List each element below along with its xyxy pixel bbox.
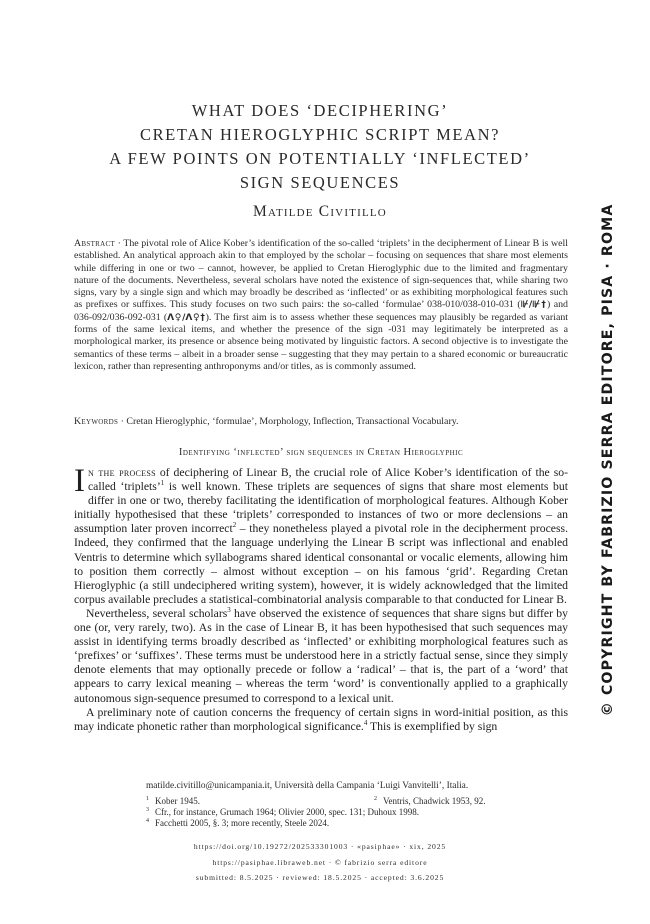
keywords-label: Keywords xyxy=(74,416,119,427)
paragraph-text: Nevertheless, several scholars xyxy=(86,606,228,620)
footnote-number: 1 xyxy=(146,796,149,802)
footnote-ref[interactable]: 1 xyxy=(160,479,165,488)
doi-link[interactable]: https://doi.org/10.19272/202533301003 · «pasiphae» · xix, 2025 xyxy=(193,842,447,851)
footnote-text: Facchetti 2005, §. 3; more recently, Steele 2024. xyxy=(155,818,330,828)
paragraph xyxy=(74,706,568,734)
paragraph-text: A preliminary note of caution concerns the frequency of certain signs in word-initial position, as this may indicate phonetic rather than morphological significance. xyxy=(74,705,568,733)
paragraph xyxy=(74,463,568,607)
abstract-text: The pivotal role of Alice Kober’s identification of the so-called ‘triplets’ in the decipherment of Linear B is well established. An analytical approach akin to that employed by the scholar – focusing on sequences that share most elements while differing in one or two – cannot, however, be applied to Cretan Hieroglyphic due to the limited and fragmentary nature of the documents. Nevertheless, several scholars have noted the existence of sign-sequences that, while sharing two signs, vary by a single sign and which may broadly be described as ‘inflected’ or as exhibiting morphological features such as prefixes or suffixes. This study focuses on two such pairs: the so-called ‘formulae’ 038-010/038-010-031 ( xyxy=(74,238,568,311)
hieroglyph-sequence-a: ⊮/⊮† xyxy=(520,300,547,311)
hieroglyph-sequence-b: Λ♀/Λ♀† xyxy=(167,312,206,323)
abstract-text-2: ) and 036-092/036-092-031 ( xyxy=(74,299,568,323)
abstract xyxy=(74,238,568,373)
footnote-number: 2 xyxy=(374,796,377,802)
footnote-text: Cfr., for instance, Grumach 1964; Olivier 2000, spec. 131; Duhoux 1998. xyxy=(155,807,419,817)
journal-site-link[interactable]: https://pasiphae.libraweb.net · © fabrizio serra editore xyxy=(212,858,428,867)
footnote-ref[interactable]: 2 xyxy=(232,521,237,530)
title-line: WHAT DOES ‘DECIPHERING’ xyxy=(191,101,449,120)
article-body xyxy=(74,463,568,734)
footnote-number: 4 xyxy=(146,818,149,824)
footnote-number: 3 xyxy=(146,807,149,813)
footnote xyxy=(374,796,486,807)
drop-cap: I xyxy=(74,463,85,499)
paragraph-text: have observed the existence of sequences that share signs but differ by one (or, very rarely, two). As in the case of Linear B, it has been hypothesised that such sequences may assist in identifying terms broadly described as ‘inflected’ or exhibiting morphological features such as ‘prefixes’ or ‘suffixes’. These terms must be understood here in a strictly factual sense, since they simply denote elements that may optionally precede or follow a ‘radical’ – that is, the part of a ‘word’ that appears to carry lexical meaning – whereas the term ‘word’ is conventionally applied to a graphically autonomous sign-sequence presumed to correspond to a lexical unit. xyxy=(74,606,568,705)
copyright-text: © COPYRIGHT BY FABRIZIO SERRA EDITORE, PISA · ROMA xyxy=(599,203,616,716)
author-name: Matilde Civitillo xyxy=(253,203,387,220)
footnote-text: Ventris, Chadwick 1953, 92. xyxy=(383,796,486,806)
paragraph-text: – they nonetheless played a pivotal role in the decipherment process. Indeed, they confirmed that the language underlying the Linear B script was inflectional and enabled Ventris to determine which syllabograms shared identical consonantal or vocalic elements, allowing him to position them correctly – almost without exception – on his famous ‘grid’. Regarding Cretan Hieroglyphic (a still undeciphered writing system), however, it is widely acknowledged that the limited corpus available precludes a statistical-combinatorial analysis comparable to that conducted for Linear B. xyxy=(74,522,568,606)
footnote-ref[interactable]: 4 xyxy=(363,718,368,727)
abstract-label: Abstract xyxy=(74,238,116,249)
footnote xyxy=(146,818,329,829)
title-line: SIGN SEQUENCES xyxy=(239,173,401,192)
keywords-text: Cretan Hieroglyphic, ‘formulae’, Morphology, Inflection, Transactional Vocabulary. xyxy=(126,416,459,427)
footnote-text: Kober 1945. xyxy=(155,796,200,806)
abstract-text-3: ). The first aim is to assess whether these sequences may plausibly be regarded as variant forms of the same lexical items, and whether the presence of the sign -031 may legitimately be interpreted as a morphological marker, its presence or absence being motivated by linguistic factors. A second objective is to investigate the semantics of these terms – albeit in a broader sense – suggesting that they may pertain to a shared economic or bureaucratic lexicon, rather than representing anthroponyms and/or titles, as is commonly assumed. xyxy=(74,311,569,372)
copyright-notice xyxy=(598,203,617,716)
paragraph-text: is well known. These triplets are sequences of signs that share most elements but differ in one or two, thereby facilitating the identification of morphological features. Although Kober initially hypothesised that these ‘triplets’ corresponded to instances of two or more declensions – an assumption later proven incorrect xyxy=(74,480,568,536)
article-title xyxy=(60,99,580,195)
author-affiliation: matilde.civitillo@unicampania.it, Università della Campania ‘Luigi Vanvitelli’, Italia. xyxy=(146,781,469,791)
abstract-separator: · xyxy=(115,238,124,249)
submission-dates: submitted: 8.5.2025 · reviewed: 18.5.2025 · accepted: 3.6.2025 xyxy=(195,873,445,882)
paragraph xyxy=(74,607,568,706)
footnote-ref[interactable]: 3 xyxy=(227,606,231,615)
title-line: A FEW POINTS ON POTENTIALLY ‘INFLECTED’ xyxy=(109,149,531,168)
paragraph-text: This is exemplified by sign xyxy=(367,719,498,733)
lead-in: n the process xyxy=(88,466,156,479)
footnote xyxy=(146,796,200,807)
keywords: Keywords · Cretan Hieroglyphic, ‘formulae’, Morphology, Inflection, Transactional Vocabulary. xyxy=(74,416,459,427)
title-line: CRETAN HIEROGLYPHIC SCRIPT MEAN? xyxy=(139,125,501,144)
paragraph-text: of deciphering of Linear B, the crucial role of Alice Kober’s identification of the so-called ‘triplets’ xyxy=(88,466,568,494)
footnote xyxy=(146,807,419,818)
section-heading: Identifying ‘inflected’ sign sequences in Cretan Hieroglyphic xyxy=(178,447,464,458)
